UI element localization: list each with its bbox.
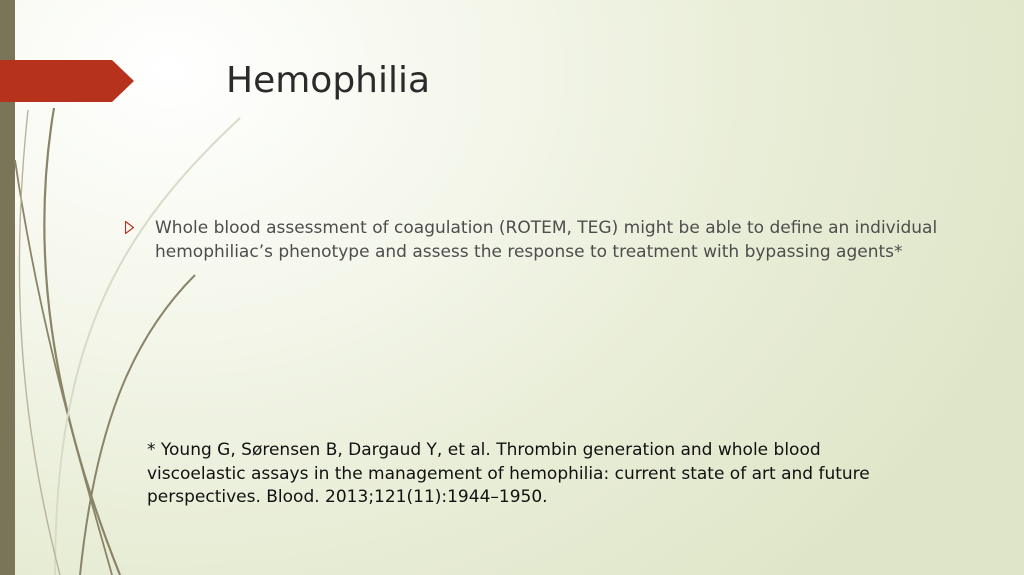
slide-title: Hemophilia [226,60,431,101]
bullet-text: Whole blood assessment of coagulation (ROTEM, TEG) might be able to define an individual hemophiliac’s phenotype and assess the response to treatment with bypassing agents* [155,218,938,262]
title-arrow-shape [0,60,134,102]
reference-citation: * Young G, Sørensen B, Dargaud Y, et al. Thrombin generation and whole blood viscoelastic assays in the management of hemophilia: current state of art and future perspectives. Blood. 2013;121(11):1944–1950. [147,440,870,507]
bullet-arrow-icon [125,221,134,234]
